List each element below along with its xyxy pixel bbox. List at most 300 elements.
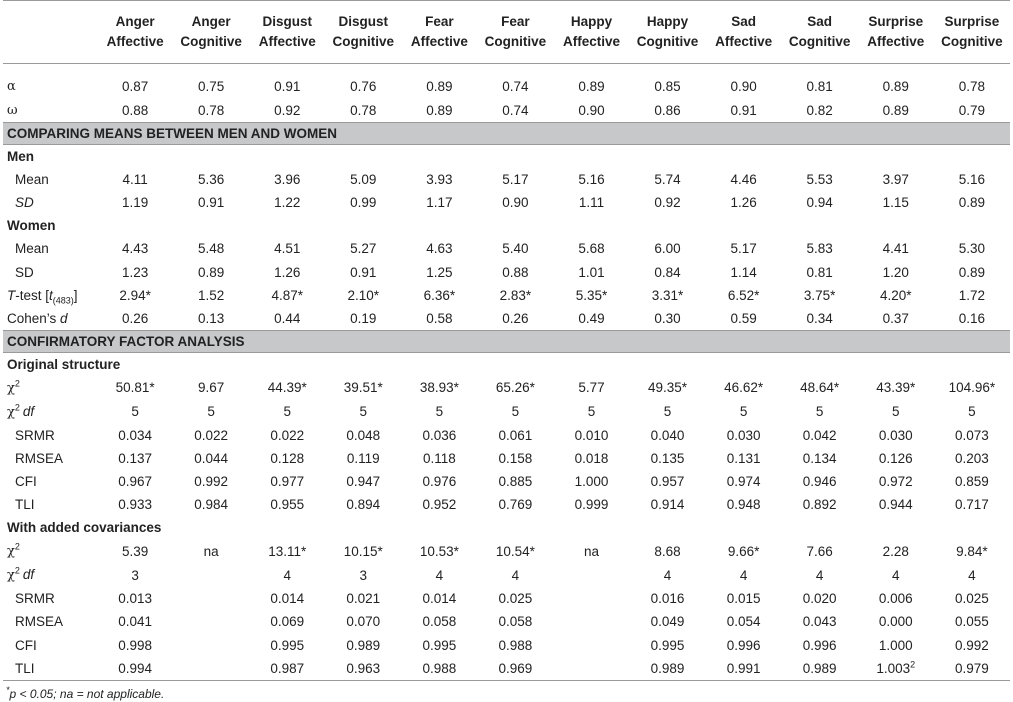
- value: 0.042: [802, 427, 837, 443]
- value-cell: [249, 376, 325, 400]
- value-cell: [173, 634, 249, 657]
- value: 5.83: [806, 241, 833, 257]
- value: 7.66: [806, 543, 833, 559]
- value: 0.054: [726, 614, 761, 630]
- value-cell: [858, 400, 934, 424]
- value-cell: [706, 563, 782, 587]
- value: 0.058: [498, 614, 533, 630]
- value-cell: [325, 424, 401, 447]
- value-cell: [934, 307, 1010, 331]
- value: 0.89: [882, 78, 909, 94]
- row-label: [3, 470, 97, 493]
- value: 0.014: [270, 591, 305, 607]
- value: 1.17: [426, 195, 453, 211]
- value-cell: [401, 587, 477, 610]
- value: 0.944: [878, 497, 913, 513]
- value: 0.055: [954, 614, 989, 630]
- value: 0.78: [350, 102, 377, 118]
- value: 0.988: [422, 660, 457, 676]
- row-label-part: 2: [14, 378, 20, 389]
- value-cell: [858, 74, 934, 98]
- column-header-line2: Cognitive: [636, 34, 699, 49]
- value: 5.48: [198, 241, 225, 257]
- value: 5.40: [502, 241, 529, 257]
- value: 0.88: [502, 264, 529, 280]
- value-cell: [477, 168, 553, 191]
- value-cell: [97, 191, 173, 214]
- value: 6.00: [654, 241, 681, 257]
- value: 0.996: [802, 637, 837, 653]
- value-cell: [934, 284, 1010, 307]
- column-header-line1: Sad: [731, 14, 756, 29]
- value: 0.99: [350, 195, 377, 211]
- column-header: [249, 1, 325, 64]
- value: 0.948: [726, 497, 761, 513]
- value-cell: [477, 74, 553, 98]
- value: 0.995: [270, 637, 305, 653]
- value: 0.78: [198, 102, 225, 118]
- value: 5: [359, 404, 368, 420]
- value: 0.995: [422, 637, 457, 653]
- value: 5: [968, 404, 976, 420]
- value: 0.058: [422, 614, 457, 630]
- value-cell: [173, 424, 249, 447]
- value-cell: [706, 634, 782, 657]
- value: 5.53: [806, 172, 833, 188]
- value-cell: [249, 307, 325, 331]
- table-row: [3, 307, 1010, 331]
- value: 0.91: [274, 78, 301, 94]
- value: 0.90: [730, 78, 757, 94]
- header-label-cell: [3, 1, 97, 64]
- value-cell: [553, 191, 629, 214]
- value-cell: [706, 493, 782, 516]
- value-cell: [325, 657, 401, 681]
- value: 5.77: [578, 380, 605, 396]
- value-cell: [858, 587, 934, 610]
- value-cell: [630, 191, 706, 214]
- value: 0.81: [806, 78, 833, 94]
- value: 0.91: [350, 264, 377, 280]
- group-header-row: [3, 145, 1010, 169]
- value-cell: [934, 447, 1010, 470]
- value-cell: [477, 424, 553, 447]
- value: 5.09: [350, 172, 377, 188]
- value: 0.946: [802, 474, 837, 490]
- value: 1.003: [876, 660, 911, 676]
- table-row: [3, 493, 1010, 516]
- value-cell: [325, 284, 401, 307]
- value: 4.20*: [879, 287, 912, 303]
- value: 2.94*: [119, 287, 151, 303]
- row-label-part: SD: [15, 195, 34, 211]
- group-title: Women: [7, 218, 56, 234]
- table-row: [3, 74, 1010, 98]
- value: 0.19: [350, 310, 377, 326]
- value: 3: [359, 567, 368, 583]
- value: 5.68: [578, 241, 605, 257]
- value: 0.992: [954, 637, 989, 653]
- value: 0.996: [726, 637, 761, 653]
- value-cell: [477, 260, 553, 283]
- value: 0.37: [882, 310, 909, 326]
- value-cell: [782, 260, 858, 283]
- section-header-row: [3, 123, 1010, 145]
- value-cell: [325, 493, 401, 516]
- value-cell: [934, 376, 1010, 400]
- value: 2.83*: [499, 287, 532, 303]
- value: 0.118: [422, 450, 456, 466]
- value-cell: [401, 260, 477, 283]
- value-cell: [173, 400, 249, 424]
- column-header: [325, 1, 401, 64]
- value-cell: [858, 98, 934, 123]
- value: 0.991: [726, 660, 761, 676]
- row-label: [3, 74, 97, 98]
- value: 0.969: [498, 660, 533, 676]
- value: 1.19: [121, 195, 149, 211]
- row-label-part: SRMR: [15, 591, 55, 607]
- value-cell: [630, 424, 706, 447]
- value: 0.967: [118, 474, 152, 490]
- value: 0.061: [498, 427, 533, 443]
- value: 0.92: [274, 102, 301, 118]
- value: 5.27: [350, 241, 377, 257]
- row-label-part: df: [22, 567, 35, 583]
- value: 1.14: [730, 264, 757, 280]
- value-cell: [782, 98, 858, 123]
- value: 0.988: [498, 637, 533, 653]
- value-cell: [553, 307, 629, 331]
- value-cell: [706, 539, 782, 563]
- value: 5.74: [654, 172, 681, 188]
- value-cell: [630, 563, 706, 587]
- row-label: [3, 237, 97, 260]
- value-cell: [325, 191, 401, 214]
- value-cell: [249, 447, 325, 470]
- value-cell: [934, 168, 1010, 191]
- row-label-part: RMSEA: [15, 450, 64, 466]
- table-row: [3, 376, 1010, 400]
- value: 0.58: [426, 310, 453, 326]
- value: 4.11: [122, 172, 148, 188]
- value-cell: [173, 610, 249, 633]
- value-cell: [477, 539, 553, 563]
- value-cell: [97, 400, 173, 424]
- value-cell: [934, 74, 1010, 98]
- value-cell: [630, 587, 706, 610]
- value-cell: [553, 237, 629, 260]
- value: 0.59: [730, 310, 757, 326]
- value: 0.972: [878, 474, 913, 490]
- row-label-part: ω: [7, 103, 18, 118]
- value-cell: [173, 98, 249, 123]
- column-header: [401, 1, 477, 64]
- value: 13.11*: [268, 543, 307, 559]
- value-cell: [97, 587, 173, 610]
- column-header: [553, 1, 629, 64]
- value: 4: [511, 567, 520, 583]
- value-cell: [630, 470, 706, 493]
- value-cell: [706, 376, 782, 400]
- value-cell: [173, 587, 249, 610]
- column-header-line1: Anger: [191, 14, 231, 29]
- value-cell: [401, 284, 477, 307]
- value: 0.041: [118, 614, 152, 630]
- value: 0.769: [498, 497, 533, 513]
- column-header-line1: Happy: [570, 14, 613, 29]
- value-cell: [477, 98, 553, 123]
- value: 0.006: [878, 591, 913, 607]
- value-cell: [173, 168, 249, 191]
- value: 0.994: [118, 660, 152, 676]
- row-label-part: 2: [14, 541, 20, 552]
- row-label: [3, 634, 97, 657]
- value: 4: [891, 567, 900, 583]
- value-cell: [401, 470, 477, 493]
- table-row: [3, 587, 1010, 610]
- value-cell: [249, 657, 325, 681]
- value-cell: [173, 237, 249, 260]
- value: 8.68: [654, 543, 681, 559]
- value: 4.41: [882, 241, 909, 257]
- value-cell: [858, 610, 934, 633]
- row-label: [3, 424, 97, 447]
- value: 0.933: [118, 497, 152, 513]
- value: 0.995: [650, 637, 685, 653]
- value-cell: [706, 98, 782, 123]
- table-row: [3, 260, 1010, 283]
- value-cell: [97, 260, 173, 283]
- value-cell: [401, 307, 477, 331]
- value-cell: [782, 400, 858, 424]
- row-label: [3, 587, 97, 610]
- value-cell: [477, 657, 553, 681]
- value: 0.030: [726, 427, 761, 443]
- value: 0.79: [958, 102, 986, 118]
- value-cell: [173, 493, 249, 516]
- value: 0.020: [802, 591, 837, 607]
- value: 1.20: [882, 264, 909, 280]
- value: 0.90: [502, 195, 529, 211]
- value: 9.67: [198, 380, 225, 396]
- value: 0.131: [726, 450, 761, 466]
- value: 5: [283, 404, 291, 420]
- value-cell: [782, 74, 858, 98]
- value-cell: [477, 284, 553, 307]
- row-label: [3, 657, 97, 681]
- value-cell: [97, 470, 173, 493]
- spacer-cell: [3, 64, 1010, 75]
- row-label-part: α: [7, 79, 16, 94]
- row-label-part: ]: [73, 287, 78, 303]
- value-cell: [97, 563, 173, 587]
- value: 0.137: [118, 450, 152, 466]
- value: 0.30: [654, 310, 681, 326]
- value: 0.89: [882, 102, 909, 118]
- row-label-part: SRMR: [15, 427, 55, 443]
- value: 0.000: [878, 614, 913, 630]
- value-cell: [782, 168, 858, 191]
- row-label-part: χ: [7, 544, 15, 560]
- value: 50.81*: [115, 380, 155, 396]
- value: 4.51: [274, 241, 301, 257]
- value: na: [583, 543, 599, 559]
- value: 0.158: [498, 450, 533, 466]
- value-cell: [782, 470, 858, 493]
- section-header-row: [3, 330, 1010, 352]
- value: 0.987: [270, 660, 305, 676]
- value: 5.35*: [575, 287, 608, 303]
- value-cell: [782, 539, 858, 563]
- value-cell: [553, 260, 629, 283]
- value: 0.048: [346, 427, 381, 443]
- value-cell: [325, 539, 401, 563]
- value-cell: [553, 539, 629, 563]
- row-label-part: Cohen’s: [7, 310, 61, 326]
- value-cell: [706, 447, 782, 470]
- value-cell: [630, 168, 706, 191]
- value: 0.992: [194, 474, 229, 490]
- value: 0.021: [346, 591, 381, 607]
- value: 0.914: [650, 497, 685, 513]
- value: 0.119: [346, 450, 380, 466]
- value: 3.31*: [651, 287, 684, 303]
- value: 5.17: [502, 172, 529, 188]
- value: 0.86: [654, 102, 681, 118]
- value-cell: [173, 284, 249, 307]
- value-cell: [782, 307, 858, 331]
- value-cell: [325, 260, 401, 283]
- value-cell: [97, 168, 173, 191]
- value-cell: [782, 424, 858, 447]
- value: 5: [587, 404, 596, 420]
- value: 10.54*: [495, 543, 535, 559]
- value-cell: [706, 168, 782, 191]
- value-cell: [401, 657, 477, 681]
- column-header-line2: Affective: [867, 34, 925, 49]
- value: 0.76: [350, 78, 377, 94]
- value: 0.049: [650, 614, 685, 630]
- value: 0.49: [578, 310, 605, 326]
- column-header: [706, 1, 782, 64]
- value-cell: [249, 168, 325, 191]
- value-cell: [477, 447, 553, 470]
- value-cell: [630, 74, 706, 98]
- value: 1.26: [730, 195, 757, 211]
- value: 1.23: [121, 264, 149, 280]
- column-header-line2: Cognitive: [941, 34, 1003, 49]
- value-cell: [858, 284, 934, 307]
- value-cell: [97, 98, 173, 123]
- column-header: [97, 1, 173, 64]
- value-cell: [858, 307, 934, 331]
- value-cell: [249, 284, 325, 307]
- column-header-line2: Affective: [562, 34, 620, 49]
- value: 0.014: [422, 591, 457, 607]
- row-label-part: t: [49, 287, 53, 303]
- value: 9.84*: [956, 543, 988, 559]
- column-header-line1: Surprise: [944, 14, 1000, 29]
- row-label: [3, 260, 97, 283]
- row-label-part: χ: [7, 404, 15, 420]
- value-cell: [630, 493, 706, 516]
- group-title: Original structure: [7, 356, 121, 372]
- table-body: [3, 64, 1010, 681]
- value-cell: [706, 260, 782, 283]
- value-cell: [630, 634, 706, 657]
- value-cell: [630, 98, 706, 123]
- value: 0.955: [270, 497, 305, 513]
- value: 0.89: [958, 264, 986, 280]
- value-cell: [934, 424, 1010, 447]
- value: 1.000: [574, 474, 609, 490]
- value-cell: [249, 587, 325, 610]
- value-cell: [325, 376, 401, 400]
- value: 0.89: [578, 78, 605, 94]
- value-cell: [401, 191, 477, 214]
- value-cell: [858, 470, 934, 493]
- value-cell: [249, 98, 325, 123]
- value: 10.53*: [419, 543, 459, 559]
- row-label-part: Mean: [15, 172, 49, 188]
- value: 0.016: [650, 591, 685, 607]
- value-cell: [782, 237, 858, 260]
- value: 4.46: [730, 172, 757, 188]
- value: 0.989: [802, 660, 837, 676]
- value: 0.91: [730, 102, 757, 118]
- value: 4: [435, 567, 444, 583]
- value-cell: [401, 400, 477, 424]
- value: 1.52: [198, 287, 225, 303]
- value: 1.01: [578, 264, 605, 280]
- value-cell: [706, 74, 782, 98]
- value-cell: [858, 447, 934, 470]
- value: 48.64*: [800, 380, 840, 396]
- value-cell: [934, 587, 1010, 610]
- value: 1.15: [882, 195, 909, 211]
- value-cell: [706, 284, 782, 307]
- column-header-line2: Affective: [410, 34, 468, 49]
- value: 5: [131, 404, 139, 420]
- column-header-line1: Disgust: [262, 14, 312, 29]
- value: 38.93*: [419, 380, 459, 396]
- value: 0.036: [422, 427, 457, 443]
- value-cell: [782, 191, 858, 214]
- row-label: [3, 376, 97, 400]
- value: 2.28: [882, 543, 909, 559]
- row-label-part: RMSEA: [15, 614, 64, 630]
- row-label-part: (483): [52, 295, 74, 306]
- value: 0.025: [954, 591, 989, 607]
- row-label-part: CFI: [15, 474, 37, 490]
- value-cell: [249, 237, 325, 260]
- value-cell: [325, 634, 401, 657]
- value-cell: [401, 424, 477, 447]
- value: 0.74: [502, 102, 529, 118]
- value-cell: [249, 424, 325, 447]
- value-cell: [630, 657, 706, 681]
- row-label: [3, 539, 97, 563]
- row-label: [3, 284, 97, 307]
- value-cell: [173, 563, 249, 587]
- value-cell: [325, 587, 401, 610]
- value-cell: [477, 610, 553, 633]
- value: 0.963: [346, 660, 381, 676]
- column-header-line1: Disgust: [338, 14, 389, 29]
- value: 46.62*: [724, 380, 764, 396]
- value-cell: [249, 260, 325, 283]
